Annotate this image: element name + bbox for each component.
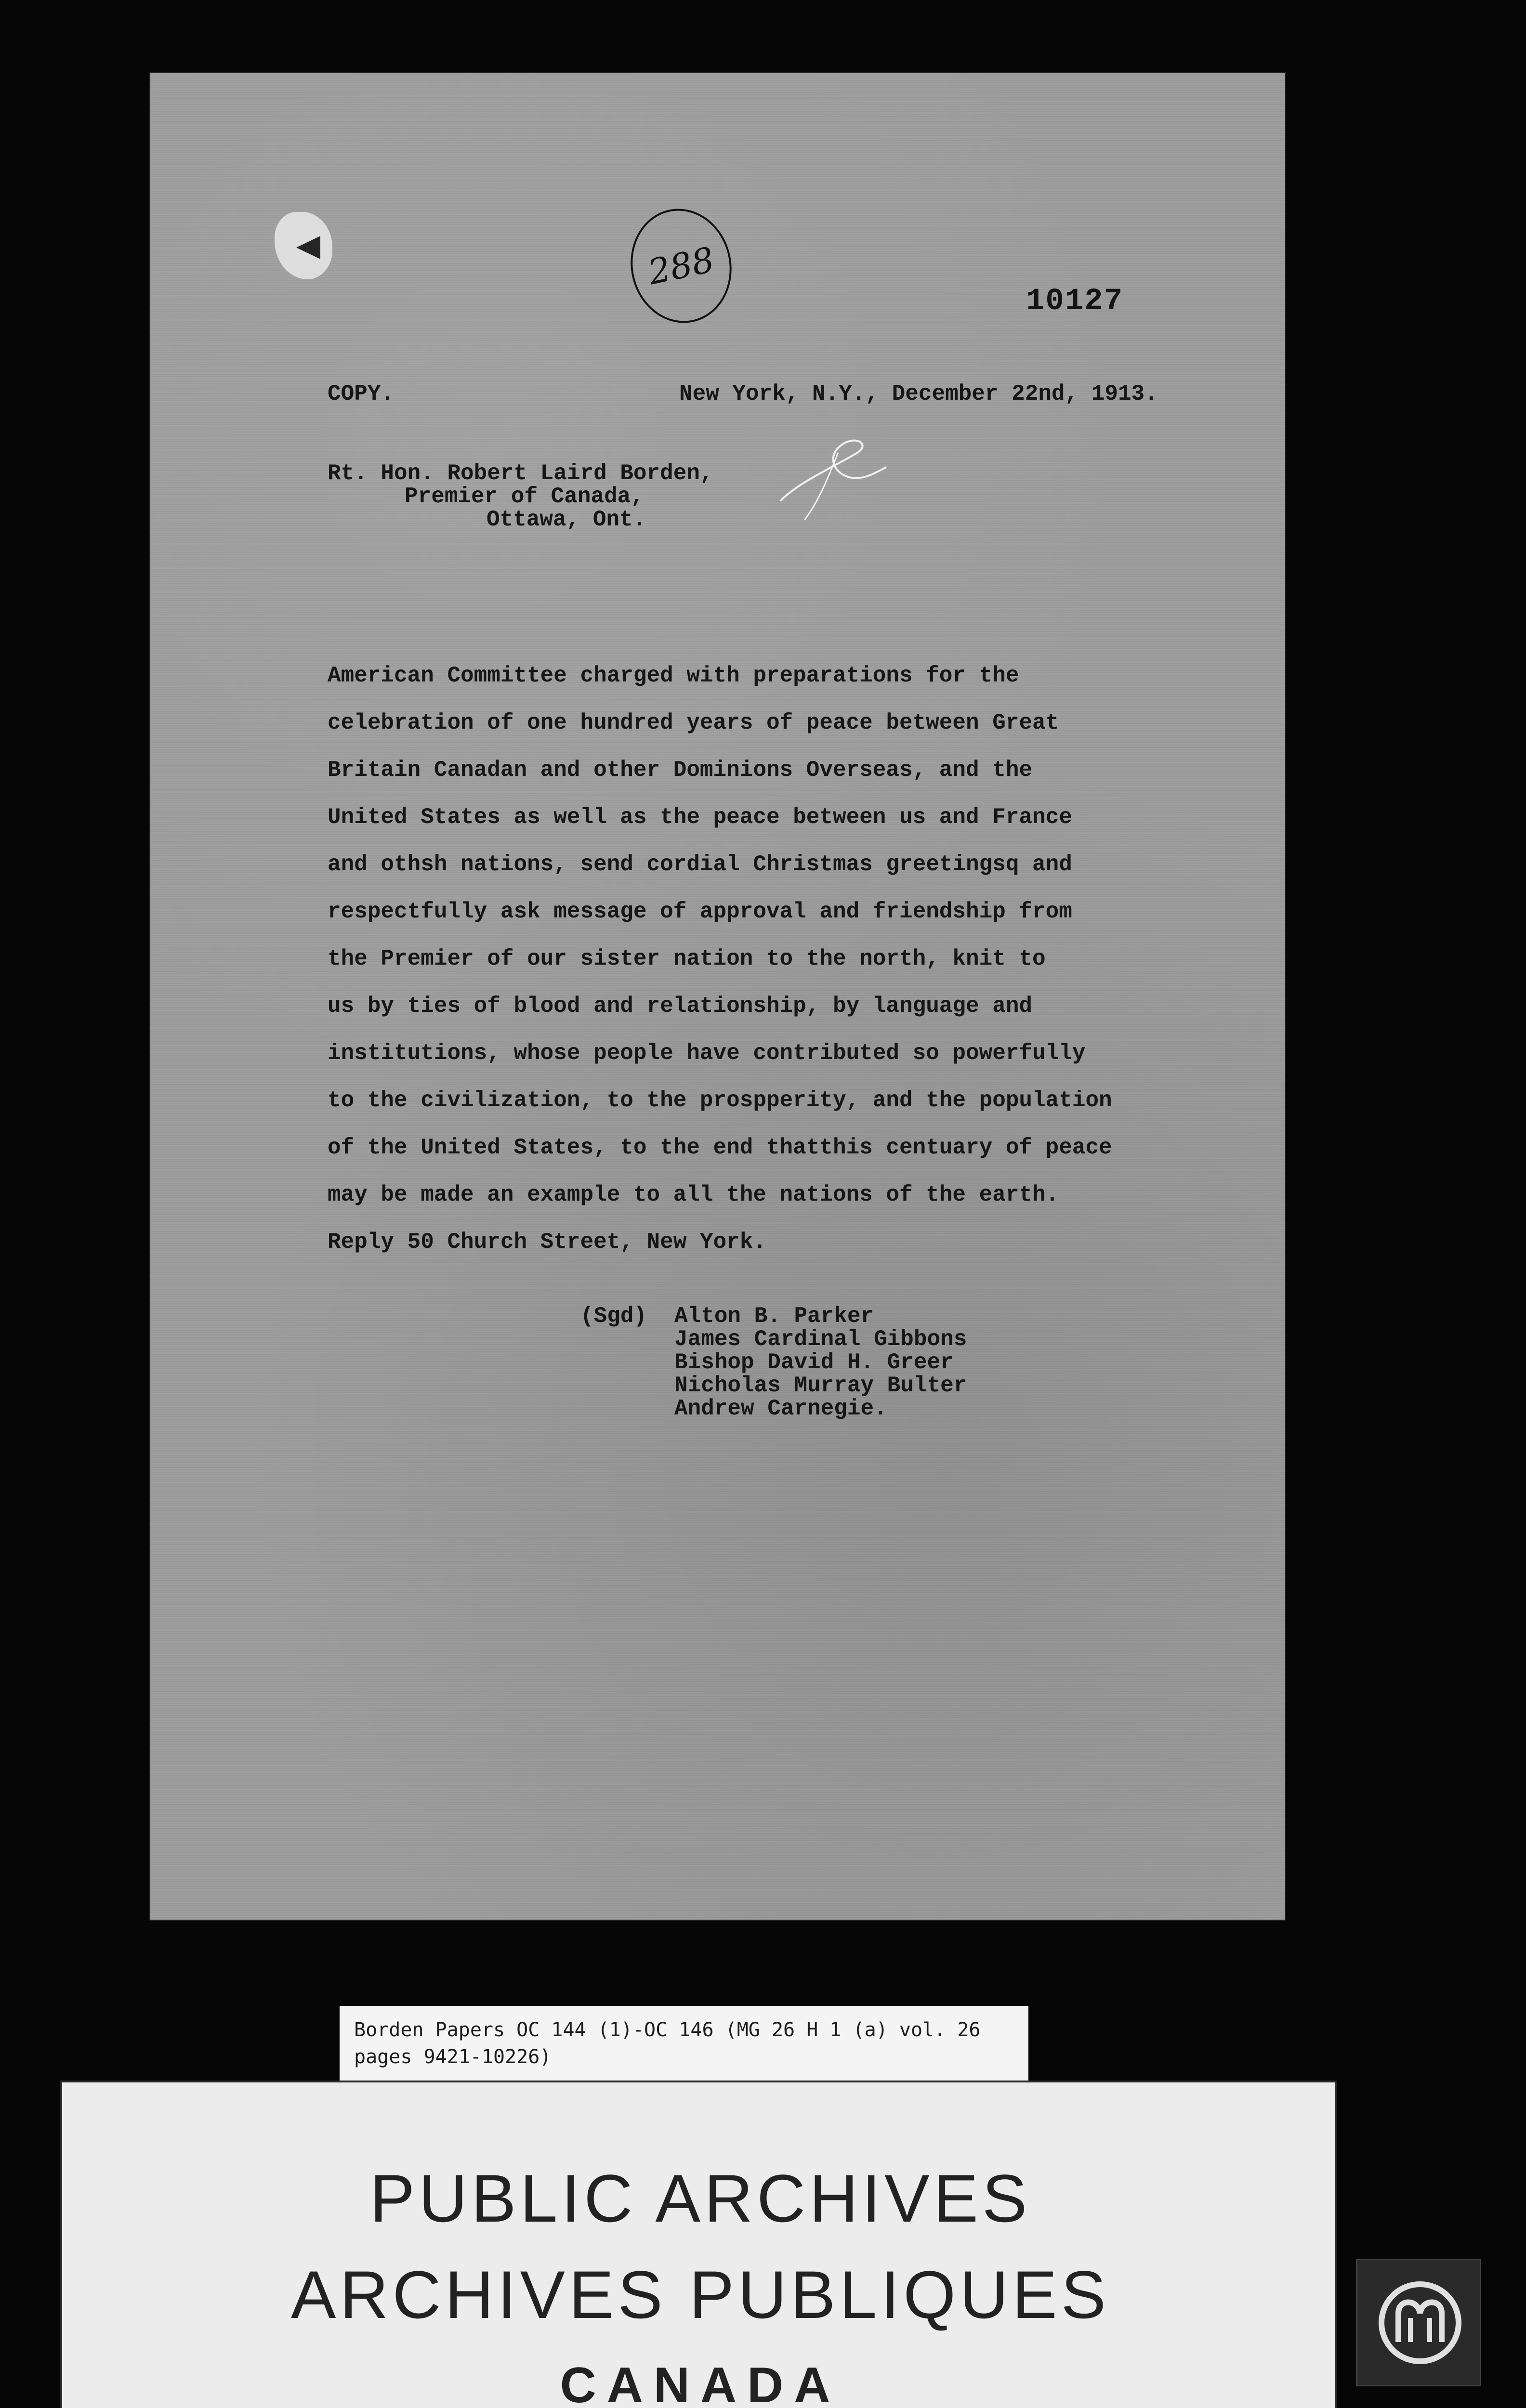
signatory: James Cardinal Gibbons	[674, 1327, 967, 1352]
document-number: 10127	[1026, 284, 1124, 319]
signatory: Alton B. Parker	[674, 1304, 874, 1329]
body-line: institutions, whose people have contributed so powerfully	[328, 1041, 1086, 1066]
handwritten-page-number: 288	[620, 199, 742, 332]
reference-line: pages 9421-10226)	[354, 2046, 552, 2068]
body-line: the Premier of our sister nation to the north, knit to	[328, 946, 1046, 971]
body-line: American Committee charged with preparations for the	[328, 663, 1019, 688]
address-line-name: Rt. Hon. Robert Laird Borden,	[328, 461, 713, 486]
signatory: Nicholas Murray Bulter	[674, 1373, 967, 1398]
address-line-city: Ottawa, Ont.	[487, 507, 646, 532]
body-line: respectfully ask message of approval and friendship from	[328, 899, 1072, 924]
body-line: and othsh nations, send cordial Christmas greetingsq and	[328, 852, 1072, 877]
body-line: Britain Canadan and other Dominions Overseas, and the	[328, 758, 1033, 783]
signatory: Andrew Carnegie.	[674, 1396, 887, 1421]
archive-identification-band	[60, 2081, 1337, 2408]
body-line: United States as well as the peace between us and France	[328, 805, 1072, 830]
archive-country: CANADA	[560, 2357, 841, 2408]
archive-seal-icon	[1377, 2279, 1463, 2366]
typed-letter-page	[149, 72, 1286, 1921]
signed-label: (Sgd)	[580, 1304, 647, 1329]
torn-punch-hole	[275, 212, 332, 279]
reference-line: Borden Papers OC 144 (1)-OC 146 (MG 26 H 1 (a) vol. 26	[354, 2019, 981, 2041]
body-line: to the civilization, to the prospperity, and the population	[328, 1088, 1112, 1113]
address-line-title: Premier of Canada,	[405, 484, 644, 509]
archive-title-english: PUBLIC ARCHIVES	[369, 2160, 1031, 2236]
body-line: may be made an example to all the nations of the earth.	[328, 1182, 1059, 1207]
archive-title-french: ARCHIVES PUBLIQUES	[291, 2257, 1110, 2332]
copy-heading: COPY.	[328, 381, 395, 406]
body-line: us by ties of blood and relationship, by language and	[328, 994, 1033, 1019]
body-line: Reply 50 Church Street, New York.	[328, 1230, 766, 1255]
body-line: celebration of one hundred years of peace between Great	[328, 710, 1059, 735]
pencil-scribble-mark	[761, 424, 906, 539]
body-line: of the United States, to the end thatthis centuary of peace	[328, 1135, 1112, 1160]
signatory: Bishop David H. Greer	[674, 1350, 954, 1375]
archive-seal-box	[1356, 2259, 1481, 2386]
collection-reference-label	[340, 2006, 1028, 2085]
place-date-line: New York, N.Y., December 22nd, 1913.	[679, 381, 1158, 406]
